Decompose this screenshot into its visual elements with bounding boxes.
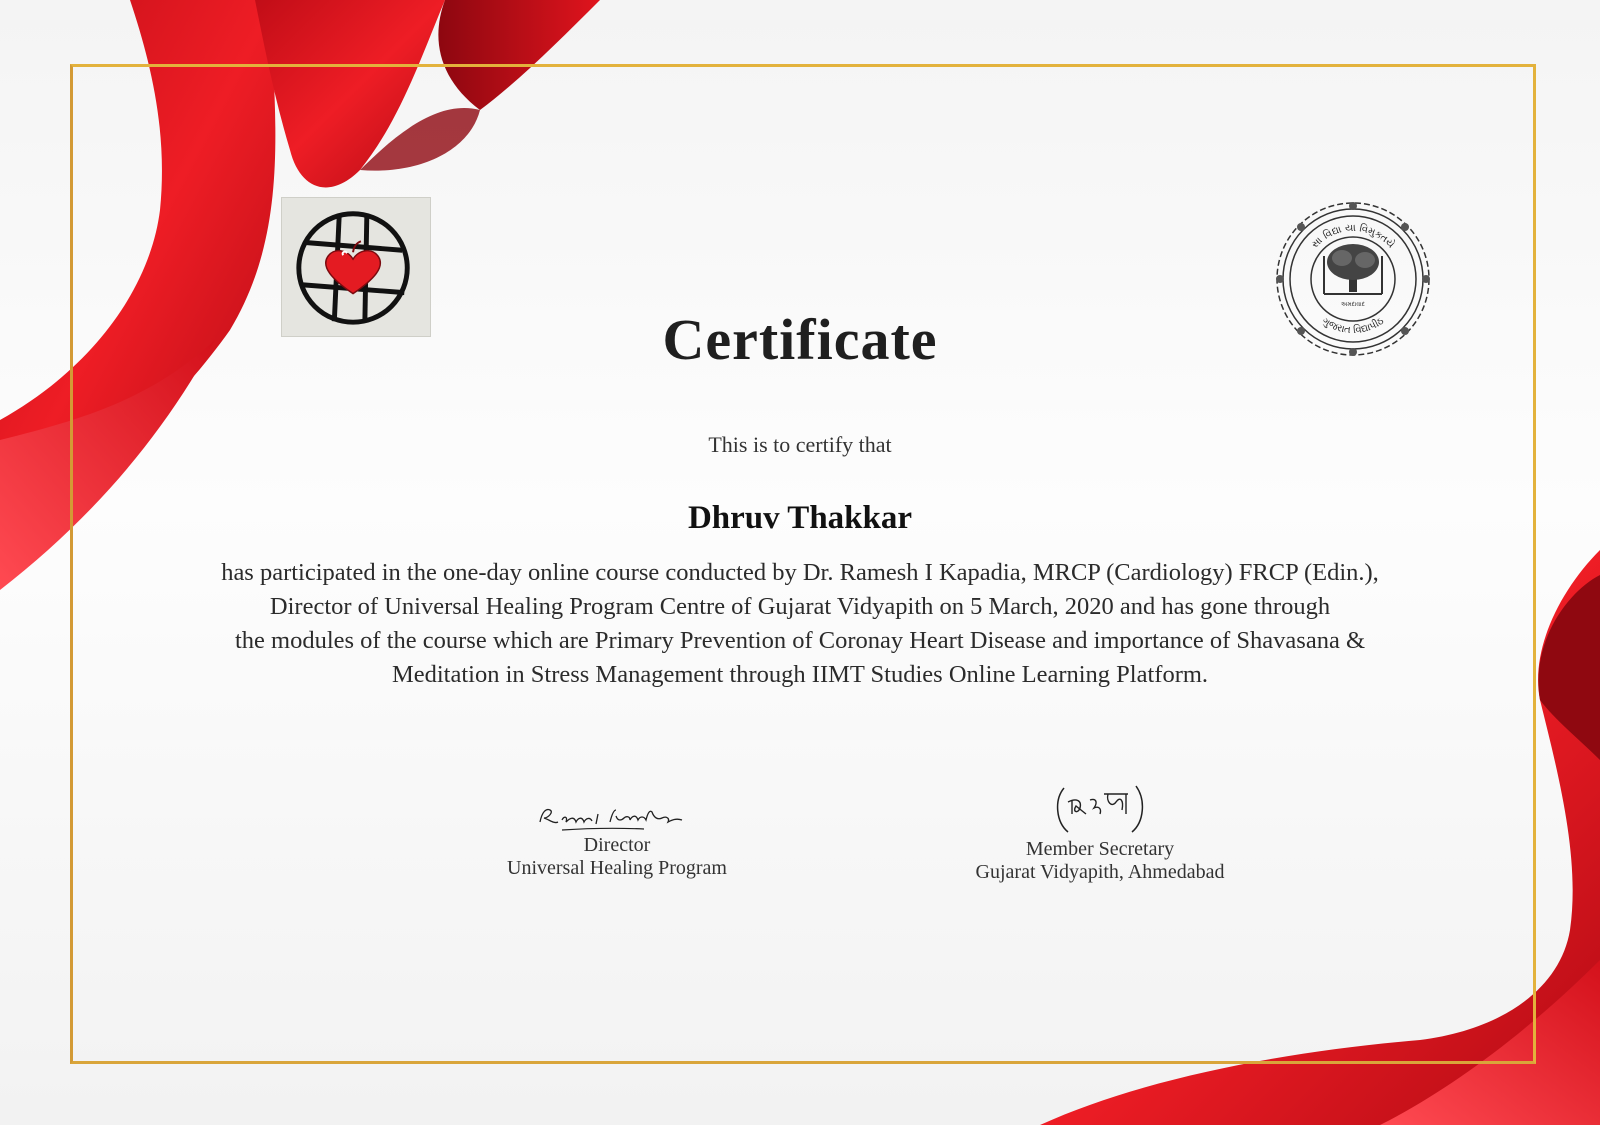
certify-intro-text: This is to certify that — [708, 432, 892, 457]
director-signature-block — [467, 800, 767, 880]
director-organization: Universal Healing Program — [507, 857, 727, 879]
certificate-body — [130, 556, 1470, 692]
secretary-organization: Gujarat Vidyapith, Ahmedabad — [975, 861, 1225, 883]
director-title: Director — [583, 834, 651, 856]
certificate-title: Certificate — [662, 307, 938, 372]
seal-name: ગુજરાત વિદ્યાપીઠ — [1319, 315, 1387, 337]
seal-city: અમદાવાદ — [1341, 301, 1365, 308]
body-line: Meditation in Stress Management through IIMT Studies Online Learning Platform. — [391, 661, 1209, 688]
secretary-signature — [1050, 780, 1150, 838]
seal-motto: સા વિદ્યા યા વિમુક્તયે — [1309, 222, 1397, 251]
secretary-title: Member Secretary — [1025, 838, 1175, 860]
secretary-signature-block — [935, 780, 1265, 884]
director-signature — [532, 800, 702, 834]
body-line: has participated in the one-day online course conducted by Dr. Ramesh I Kapadia, MRCP (Cardiology) FRCP (Edin.), — [221, 559, 1379, 586]
recipient-name: Dhruv Thakkar — [687, 500, 913, 536]
body-line: the modules of the course which are Primary Prevention of Coronay Heart Disease and importance of Shavasana & — [234, 627, 1366, 654]
body-line: Director of Universal Healing Program Centre of Gujarat Vidyapith on 5 March, 2020 and has gone through — [269, 593, 1331, 620]
